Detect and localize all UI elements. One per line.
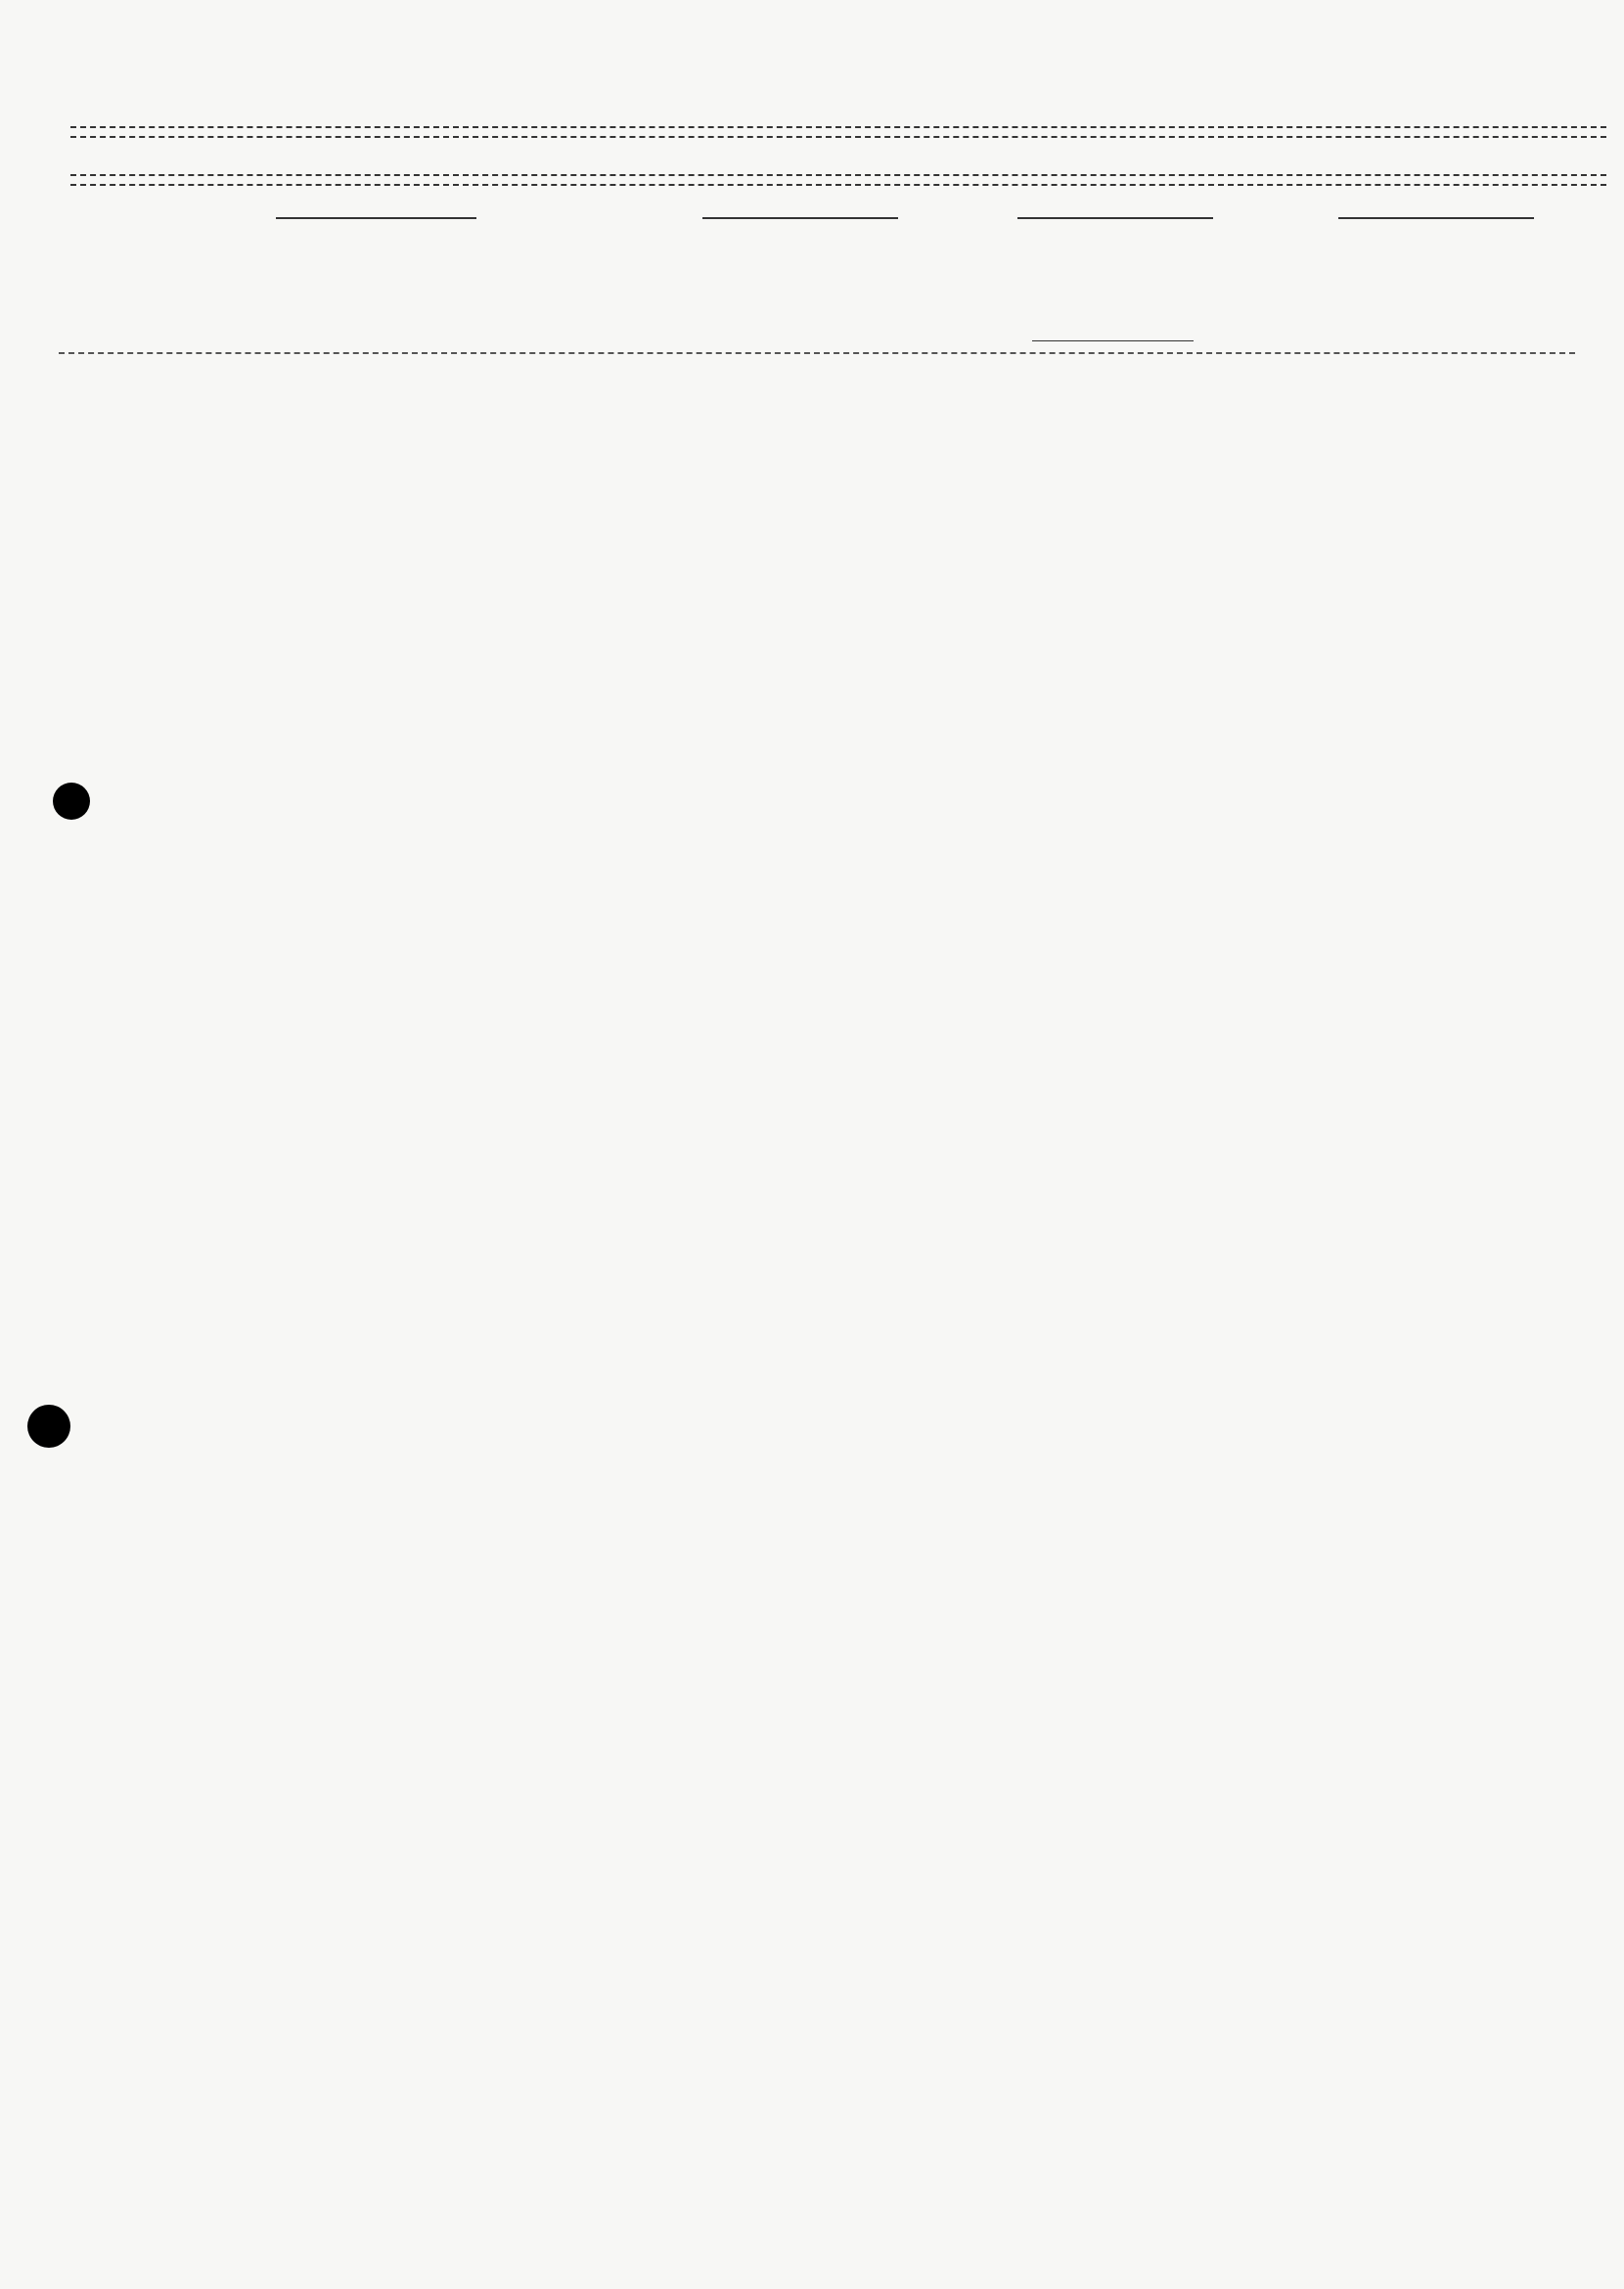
separator-dashed — [59, 352, 1575, 354]
separator-double — [70, 126, 1606, 138]
signature-line — [1017, 217, 1213, 219]
signature-line — [276, 217, 476, 219]
separator-double — [70, 174, 1606, 186]
signature-line — [1338, 217, 1534, 219]
empenho-line — [1032, 340, 1194, 341]
signature-line — [702, 217, 898, 219]
ink-blot — [53, 783, 90, 820]
punch-mark — [27, 1405, 70, 1448]
